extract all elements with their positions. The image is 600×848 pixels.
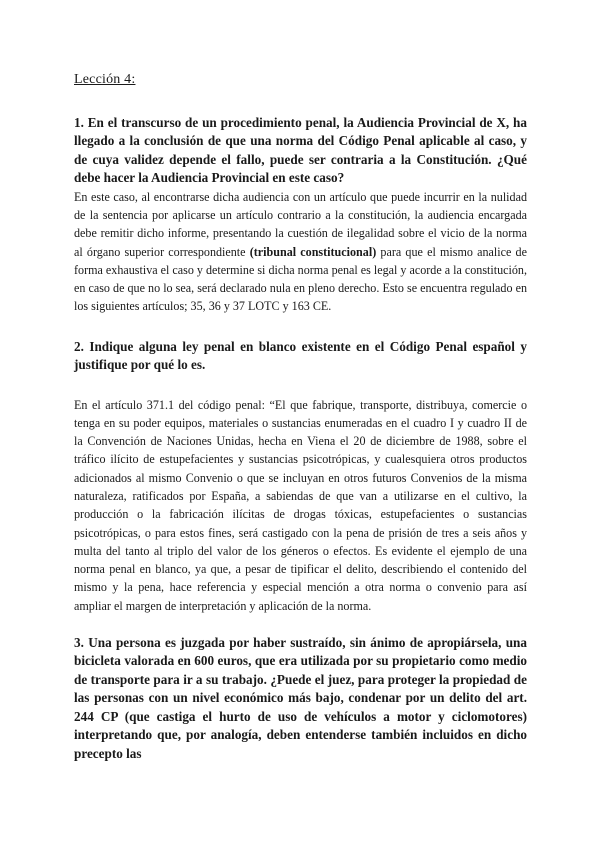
answer-1-bold-term: (tribunal constitucional): [249, 244, 377, 259]
answer-1-text: [74, 188, 527, 316]
question-1-text: 1. En el transcurso de un procedimiento penal, la Audiencia Provincial de X, ha llegado a la conclusión de que una norma del Código Penal aplicable al caso, y de cuya validez depende el fallo, puede ser contraria a la Constitución. ¿Qué debe hacer la Audiencia Provincial en este caso?: [74, 115, 527, 186]
question-3-section: [74, 634, 527, 763]
question-3-text: 3. Una persona es juzgada por haber sustraído, sin ánimo de apropiársela, una bicicleta valorada en 600 euros, que era utilizada por su propietario como medio de transporte para ir a su trabajo. ¿Puede el juez, para proteger la propiedad de las personas con un nivel económico más bajo, condenar por un delito del art. 244 CP (que castiga el hurto de uso de vehículos a motor y ciclomotores) interpretando que, por analogía, deben entenderse también incluidos en dicho precepto las: [74, 635, 527, 761]
question-1-section: [74, 114, 527, 316]
question-2-text: 2. Indique alguna ley penal en blanco existente en el Código Penal español y justifique por qué lo es.: [74, 338, 527, 373]
answer-1-part1: En este caso, al encontrarse dicha audiencia con un artículo que puede incurrir en la nulidad de la sentencia por aplicarse un artículo contrario a la constitución, la audiencia encargada debe remitir dicho informe, presentando la cuestión de ilegalidad sobre el vicio de la norma al órgano superior correspondiente: [74, 189, 527, 259]
lesson-title: Lección 4:: [74, 72, 136, 87]
document-page: [74, 72, 527, 763]
question-2-section: [74, 338, 527, 615]
answer-1-part2: para que el mismo analice de forma exhaustiva el caso y determine si dicha norma penal es legal y acorde a la constitución, en caso de que no lo sea, será declarado nula en pleno derecho. Esto se encuentra regulado en los siguientes artículos; 35, 36 y 37 LOTC y 163 CE.: [74, 244, 528, 314]
answer-2-text: En el artículo 371.1 del código penal: “El que fabrique, transporte, distribuya, comercie o tenga en su poder equipos, materiales o sustancias enumeradas en el cuadro I y cuadro II de la Convención de Naciones Unidas, hecha en Viena el 20 de diciembre de 1988, sobre el tráfico ilícito de estupefacientes y sustancias psicotrópicas, y cualesquiera otros productos adicionados al mismo Convenio o que se incluyan en otros futuros Convenios de la misma naturaleza, ratificados por España, a sabiendas de que van a utilizarse en el cultivo, la producción o la fabricación ilícitas de drogas tóxicas, estupefacientes o sustancias psicotrópicas, o para estos fines, será castigado con la pena de prisión de tres a seis años y multa del tanto al triplo del valor de los géneros o efectos. Es evidente el ejemplo de una norma penal en blanco, ya que, a pesar de tipificar el delito, describiendo el contenido del mismo y la pena, hace referencia y especial mención a otra norma o convenio para así ampliar el margen de interpretación y aplicación de la norma.: [74, 397, 527, 613]
